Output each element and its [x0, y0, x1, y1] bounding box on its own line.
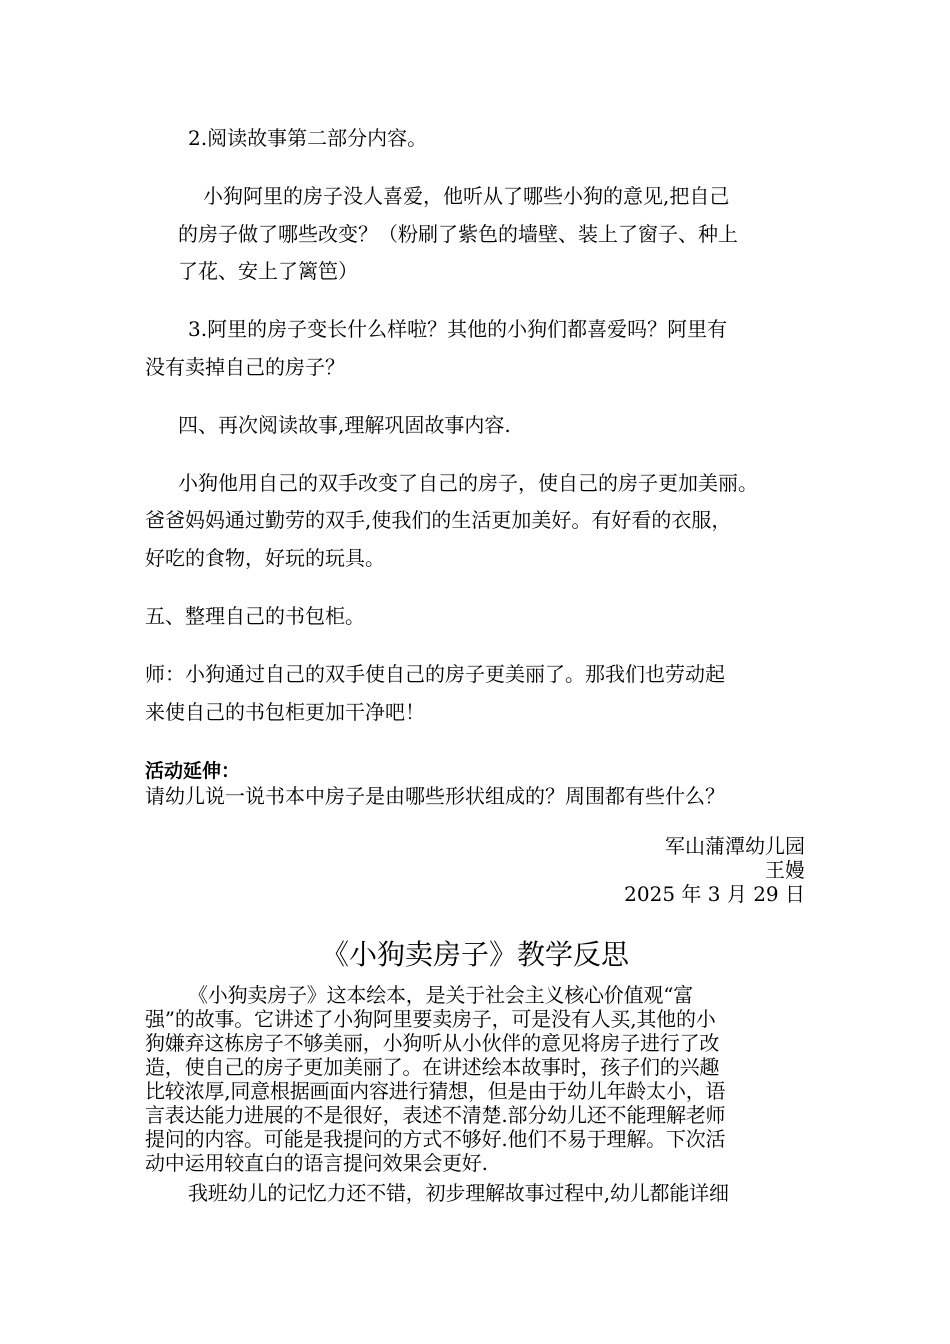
signature-school: 军山蒲潭幼儿园: [665, 834, 805, 858]
reflection-p1-line-7: 提问的内容。可能是我提问的方式不够好.他们不易于理解。下次活: [145, 1127, 726, 1151]
reflection-p1-line-5: 比较浓厚,同意根据画面内容进行猜想，但是由于幼儿年龄太小，语: [145, 1079, 726, 1103]
teacher-words-line-2: 来使自己的书包柜更加干净吧！: [145, 700, 425, 724]
step2-question-line-1: 小狗阿里的房子没人喜爱，他听从了哪些小狗的意见,把自己: [203, 184, 730, 208]
step3-question-line-1: 3.阿里的房子变长什么样啦？其他的小狗们都喜爱吗？阿里有: [188, 317, 728, 341]
step2-question-line-3: 了花、安上了篱笆）: [178, 259, 358, 283]
extension-text: 请幼儿说一说书本中房子是由哪些形状组成的？周围都有些什么？: [145, 784, 725, 808]
reflection-p1-line-3: 狗嫌弃这栋房子不够美丽，小狗听从小伙伴的意见将房子进行了改: [145, 1031, 720, 1055]
section4-body-line-3: 好吃的食物，好玩的玩具。: [145, 546, 385, 570]
reflection-p1-line-6: 言表达能力进展的不是很好，表述不清楚.部分幼儿还不能理解老师: [145, 1103, 726, 1127]
reflection-p1-line-4: 造，使自己的房子更加美丽了。在讲述绘本故事时，孩子们的兴趣: [145, 1055, 720, 1079]
reflection-p1-line-8: 动中运用较直白的语言提问效果会更好.: [145, 1151, 488, 1175]
teacher-words-line-1: 师：小狗通过自己的双手使自己的房子更美丽了。那我们也劳动起: [145, 662, 725, 686]
signature-author: 王嫚: [765, 858, 805, 882]
reflection-title: 《小狗卖房子》教学反思: [320, 938, 629, 971]
section4-body-line-2: 爸爸妈妈通过勤劳的双手,使我们的生活更加美好。有好看的衣服，: [145, 508, 732, 532]
step3-question-line-2: 没有卖掉自己的房子？: [145, 355, 345, 379]
reflection-p2-line-1: 我班幼儿的记忆力还不错，初步理解故事过程中,幼儿都能详细: [188, 1181, 729, 1205]
reflection-p1-line-1: 《小狗卖房子》这本绘本，是关于社会主义核心价值观“富: [188, 983, 694, 1007]
section5-heading: 五、整理自己的书包柜。: [145, 604, 365, 628]
step2-heading: 2.阅读故事第二部分内容。: [188, 126, 428, 150]
extension-label: 活动延伸：: [145, 760, 241, 782]
signature-date: 2025 年 3 月 29 日: [624, 882, 805, 906]
section4-heading: 四、再次阅读故事,理解巩固故事内容.: [178, 413, 511, 437]
reflection-p1-line-2: 强”的故事。它讲述了小狗阿里要卖房子，可是没有人买,其他的小: [145, 1007, 716, 1031]
section4-body-line-1: 小狗他用自己的双手改变了自己的房子，使自己的房子更加美丽。: [178, 471, 758, 495]
step2-question-line-2: 的房子做了哪些改变？（粉刷了紫色的墙壁、装上了窗子、种上: [178, 222, 738, 246]
